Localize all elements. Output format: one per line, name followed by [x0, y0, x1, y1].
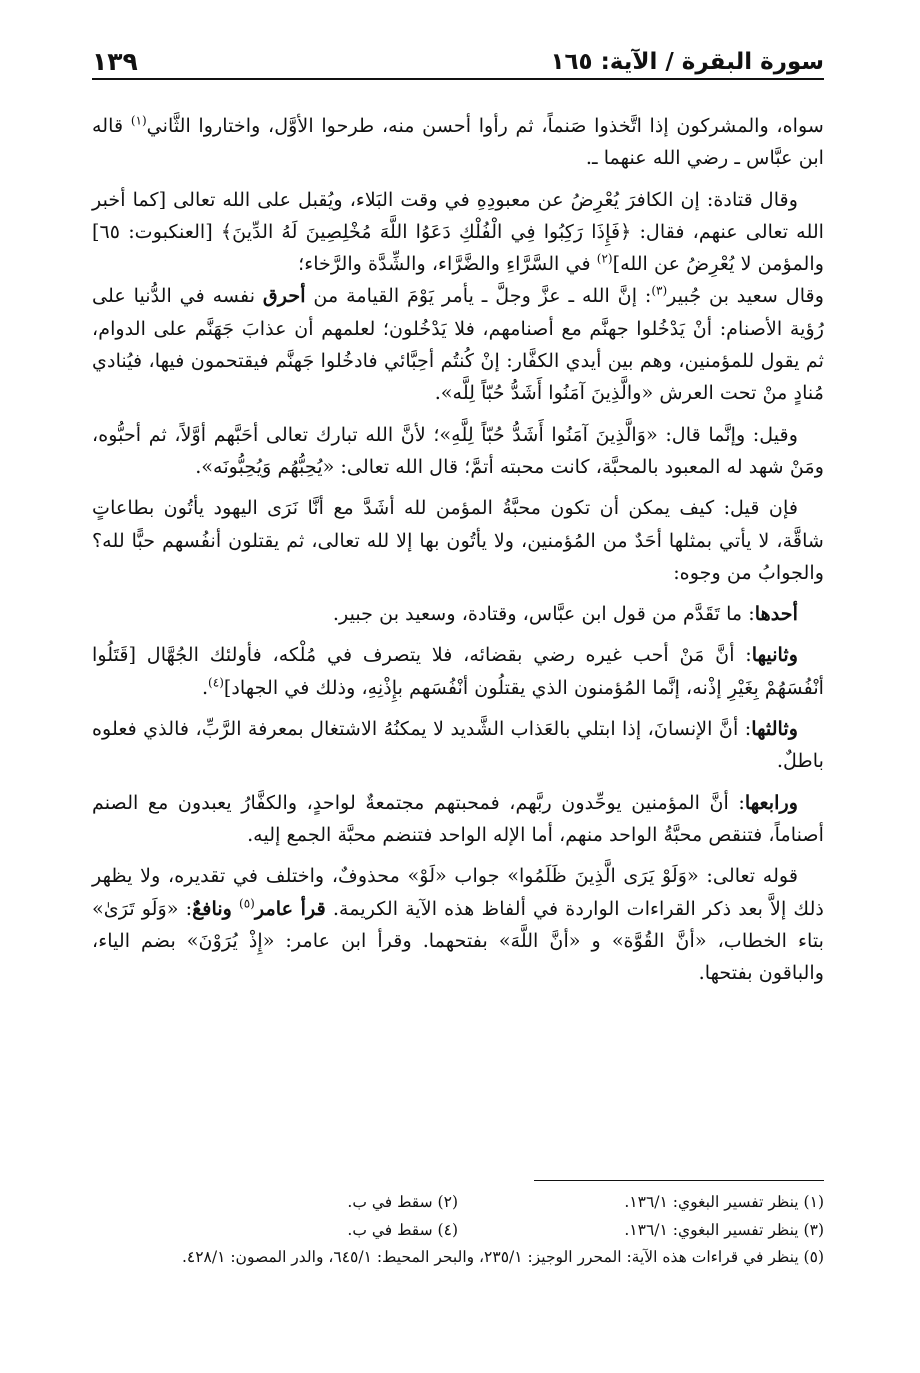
paragraph-8 — [92, 713, 824, 778]
paragraph-text: : إنَّ الله ـ عزَّ وجلَّ ـ يأمر يَوْمَ القيامة من — [305, 284, 652, 308]
paragraph-text: وقيل: وإنَّما قال: «وَالَّذِينَ آمَنُوا أَشَدُّ حُبّاً لِلَّهِ»؛ لأنَّ الله تبارك تعالى أحَبَّهم أوَّلاً، ثم أحبُّوه، ومَنْ شهد له المعبود بالمحبَّة، كانت محبته أتمَّ؛ قال الله تعالى: «يُحِبُّهُم وَيُحِبُّونَه». — [92, 422, 824, 478]
paragraph-text: وقال قتادة: إن الكافرَ يُعْرِضُ عن معبودِهِ في وقت البَلاء، ويُقبل على الله تعالى [كما أخبر الله تعالى عنهم، فقال: ﴿فَإِذَا رَكِبُوا فِي الْفُلْكِ دَعَوُا اللَّهَ مُخْلِصِينَ لَهُ الدِّينَ﴾ [العنكبوت: ٦٥] والمؤمن لا يُعْرِضُ عن الله] — [92, 187, 824, 276]
paragraph-6 — [92, 598, 824, 630]
paragraph-text: : أنَّ الإنسانَ، إذا ابتلي بالعَذاب الشَّديد لا يمكنُهُ الاشتغال بمعرفة الرَّبِّ، فالذي فعلوه باطلٌ. — [92, 717, 824, 773]
footnotes — [92, 1180, 824, 1272]
paragraph-text: قوله تعالى: «وَلَوْ يَرَى الَّذِينَ ظَلَمُوا» جواب «لَوْ» محذوفٌ، واختلف في تقديره، ولا يظهر ذلك إلاَّ بعد ذكر القراءات الواردة في ألفاظ هذه الآية الكريمة. — [92, 864, 824, 920]
footnote-ref-5: (٥) — [239, 896, 255, 911]
reader-name: قرأ عامر — [254, 896, 326, 920]
page-header — [92, 38, 824, 80]
footnote-ref-3: (٣) — [651, 284, 668, 299]
paragraph-text: سواه، والمشركون إذا اتَّخذوا صَنماً، ثم رأوا أحسن منه، طرحوا الأوَّل، واختاروا الثَّاني — [146, 114, 824, 137]
point-label: وثالثها — [751, 717, 798, 741]
paragraph-2 — [92, 184, 824, 410]
paragraph-5 — [92, 492, 824, 589]
paragraph-text: : «وَلَو تَرَىٰ» بتاء الخطاب، «أنَّ القُوَّة» و «أنَّ اللَّهَ» بفتحهما. وقرأ ابن عامر: «إِذْ يُرَوْنَ» بضم الياء، والباقون بفتحها. — [92, 896, 824, 985]
footnote-row — [92, 1217, 824, 1245]
paragraph-text: : ما تَقَدَّم من قول ابن عبَّاس، وقتادة، وسعيد بن جبير. — [332, 602, 755, 626]
paragraph-text: . — [201, 675, 209, 699]
paragraph-1 — [92, 110, 824, 175]
paragraph-text: : أنَّ مَنْ أحب غيره رضي بقضائه، فلا يتصرف في مُلْكه، فأولئك الجُهَّال [قَتَلُوا أنْفُسَهُمْ بِغَيْرِ إذْنه، إنَّما المُؤمنون الذي يقتلُون أنْفُسَهم بإِذْنِهِ، وذلك في الجهاد] — [92, 643, 824, 699]
bold-term: أحرق — [262, 284, 306, 308]
footnote-divider — [534, 1180, 824, 1181]
point-label: ورابعها — [744, 790, 798, 814]
footnote-5: (٥) ينظر في قراءات هذه الآية: المحرر الوجيز: ٢٣٥/١، والبحر المحيط: ٦٤٥/١، والدر المصون: ٤٢٨/١. — [181, 1248, 824, 1266]
reader-name: ونافعٌ — [192, 896, 232, 920]
paragraph-text: في السَّرَّاءِ والضَّرَّاء، والشِّدَّة والرَّخاء؛ — [298, 252, 597, 276]
paragraph-text: قاله ابن عبَّاس ـ رضي الله عنهما ـ. — [92, 114, 824, 170]
footnote-row — [92, 1189, 824, 1217]
main-text — [92, 110, 824, 998]
footnote-ref-4: (٤) — [208, 675, 224, 690]
paragraph-text: نفسه في الدُّنيا على رُؤية الأصنام: أنْ يَدْخُلوا جهنَّم مع أصنامهم، فلا يَدْخُلون؛ لعلمهم أن عذابَ جَهَنَّم على الدوام، ثم يقول للمؤمنين، وهم بين أيدي الكفَّار: إنْ كُنتُم أحِبَّائي فادخُلوا جَهنَّم فيقتحمون فيها، فيُنادي مُنادٍ منْ تحت العرش «والَّذِينَ آمَنُوا أَشَدُّ حُبّاً لِلَّه». — [92, 284, 824, 405]
footnote-4: (٤) سقط في ب. — [347, 1220, 458, 1239]
surah-title: سورة البقرة / الآية: ١٦٥ — [550, 49, 824, 75]
footnote-ref-2: (٢) — [596, 251, 613, 266]
page-number: ١٣٩ — [92, 47, 138, 76]
paragraph-10 — [92, 860, 824, 989]
point-label: أحدها — [754, 602, 798, 626]
paragraph-9 — [92, 787, 824, 852]
footnote-2: (٢) سقط في ب. — [347, 1193, 458, 1211]
paragraph-text: فإن قيل: كيف يمكن أن تكون محبَّةُ المؤمن لله أشَدَّ مع أنَّا نَرَى اليهود يأتُون بطاعاتٍ شاقَّة، لا يأتي بمثلها أحَدٌ من المُؤمنين، ولا يأتُون بها إلا لله تعالى، ثم يقتلون أنفُسهم حبًّا لله؟ والجوابُ من وجوه: — [92, 496, 824, 584]
point-label: وثانيها — [751, 643, 798, 667]
paragraph-4 — [92, 419, 824, 484]
footnote-1: (١) ينظر تفسير البغوي: ١٣٦/١. — [624, 1193, 824, 1211]
paragraph-7 — [92, 639, 824, 704]
paragraph-text: : أنَّ المؤمنين يوحِّدون ربَّهم، فمحبتهم مجتمعةٌ لواحدٍ، والكفَّارُ يعبدون مع الصنم أصناماً، فتنقص محبَّةُ الواحد منهم، أما الإله الواحد فتنضم محبَّة الجمع إليه. — [92, 790, 824, 846]
footnote-3: (٣) ينظر تفسير البغوي: ١٣٦/١. — [624, 1220, 824, 1239]
footnote-ref-1: (١) — [130, 113, 147, 128]
paragraph-text: وقال سعيد بن جُبير — [667, 284, 824, 308]
